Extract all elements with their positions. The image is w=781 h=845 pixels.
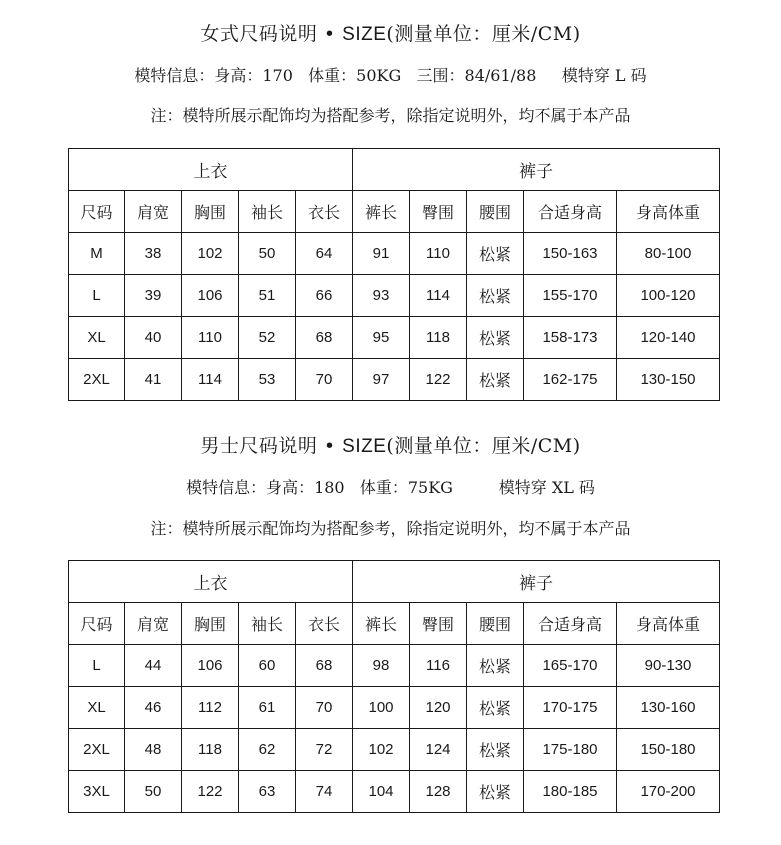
column-header: 合适身高: [524, 191, 617, 233]
men-group-top: 上衣: [69, 561, 353, 603]
table-cell: 165-170: [524, 645, 617, 687]
table-cell: 松紧: [467, 687, 524, 729]
table-cell: 118: [410, 317, 467, 359]
table-cell: 162-175: [524, 359, 617, 401]
table-cell: 122: [182, 771, 239, 813]
table-cell: 104: [353, 771, 410, 813]
table-cell: 98: [353, 645, 410, 687]
table-cell: 64: [296, 233, 353, 275]
column-header: 腰围: [467, 191, 524, 233]
table-row: [69, 645, 720, 687]
table-cell: 44: [125, 645, 182, 687]
table-cell: L: [69, 275, 125, 317]
table-cell: 170-200: [617, 771, 720, 813]
table-cell: 60: [239, 645, 296, 687]
table-cell: 松紧: [467, 233, 524, 275]
table-cell: 158-173: [524, 317, 617, 359]
table-cell: 40: [125, 317, 182, 359]
table-cell: 102: [353, 729, 410, 771]
table-cell: 松紧: [467, 359, 524, 401]
column-header: 胸围: [182, 191, 239, 233]
table-cell: 170-175: [524, 687, 617, 729]
column-header: 胸围: [182, 603, 239, 645]
column-header: 合适身高: [524, 603, 617, 645]
table-cell: 120: [410, 687, 467, 729]
table-row: [69, 275, 720, 317]
table-cell: 68: [296, 317, 353, 359]
women-group-pants: 裤子: [353, 149, 720, 191]
men-title-cn: 男士尺码说明: [200, 435, 318, 457]
column-header: 裤长: [353, 191, 410, 233]
table-cell: 72: [296, 729, 353, 771]
table-cell: 53: [239, 359, 296, 401]
women-title-size: SIZE: [342, 24, 387, 45]
table-cell: 61: [239, 687, 296, 729]
women-title-unit: (测量单位：厘米/CM): [386, 23, 581, 45]
table-cell: 松紧: [467, 771, 524, 813]
table-cell: 66: [296, 275, 353, 317]
column-header: 衣长: [296, 603, 353, 645]
table-row: [69, 729, 720, 771]
table-cell: 51: [239, 275, 296, 317]
men-column-header-row: [69, 603, 720, 645]
table-cell: 122: [410, 359, 467, 401]
table-cell: 50: [239, 233, 296, 275]
column-header: 衣长: [296, 191, 353, 233]
table-cell: 97: [353, 359, 410, 401]
table-cell: 48: [125, 729, 182, 771]
men-model-info: 模特信息：身高：180 体重：75KG 模特穿 XL 码: [186, 478, 595, 497]
table-cell: 3XL: [69, 771, 125, 813]
table-cell: 46: [125, 687, 182, 729]
table-cell: 110: [410, 233, 467, 275]
table-cell: 93: [353, 275, 410, 317]
women-title-cn: 女式尺码说明: [200, 23, 318, 45]
table-cell: 118: [182, 729, 239, 771]
table-cell: XL: [69, 317, 125, 359]
table-cell: 116: [410, 645, 467, 687]
table-cell: 120-140: [617, 317, 720, 359]
table-cell: 90-130: [617, 645, 720, 687]
men-title-separator: •: [317, 435, 343, 457]
table-cell: 106: [182, 645, 239, 687]
table-row: [69, 771, 720, 813]
men-title-unit: (测量单位：厘米/CM): [386, 435, 581, 457]
women-column-header-row: [69, 191, 720, 233]
women-note: 注：模特所展示配饰均为搭配参考，除指定说明外，均不属于本产品: [150, 106, 631, 125]
table-cell: 130-160: [617, 687, 720, 729]
men-title-size: SIZE: [342, 436, 387, 457]
table-row: [69, 359, 720, 401]
table-cell: 180-185: [524, 771, 617, 813]
women-group-header-row: [69, 149, 720, 191]
table-cell: 62: [239, 729, 296, 771]
men-group-pants: 裤子: [353, 561, 720, 603]
column-header: 裤长: [353, 603, 410, 645]
table-cell: 50: [125, 771, 182, 813]
table-row: [69, 687, 720, 729]
table-cell: 112: [182, 687, 239, 729]
table-cell: 38: [125, 233, 182, 275]
women-model-info: 模特信息：身高：170 体重：50KG 三围：84/61/88 模特穿 L 码: [134, 66, 647, 85]
table-cell: XL: [69, 687, 125, 729]
table-cell: M: [69, 233, 125, 275]
table-cell: 106: [182, 275, 239, 317]
column-header: 身高体重: [617, 603, 720, 645]
table-cell: 68: [296, 645, 353, 687]
women-group-top: 上衣: [69, 149, 353, 191]
table-cell: 114: [182, 359, 239, 401]
table-cell: 100-120: [617, 275, 720, 317]
table-cell: 130-150: [617, 359, 720, 401]
table-cell: 150-180: [617, 729, 720, 771]
table-cell: 70: [296, 687, 353, 729]
table-cell: 2XL: [69, 359, 125, 401]
column-header: 袖长: [239, 191, 296, 233]
table-cell: 100: [353, 687, 410, 729]
column-header: 袖长: [239, 603, 296, 645]
women-size-table: [68, 148, 720, 401]
table-cell: 63: [239, 771, 296, 813]
table-cell: 2XL: [69, 729, 125, 771]
table-cell: 74: [296, 771, 353, 813]
table-cell: 松紧: [467, 317, 524, 359]
column-header: 尺码: [69, 603, 125, 645]
men-size-table: [68, 560, 720, 813]
column-header: 臀围: [410, 191, 467, 233]
table-cell: 80-100: [617, 233, 720, 275]
table-cell: L: [69, 645, 125, 687]
table-cell: 128: [410, 771, 467, 813]
column-header: 肩宽: [125, 603, 182, 645]
column-header: 身高体重: [617, 191, 720, 233]
women-size-title: [0, 19, 781, 46]
men-size-title: [0, 431, 781, 458]
table-cell: 124: [410, 729, 467, 771]
column-header: 肩宽: [125, 191, 182, 233]
column-header: 腰围: [467, 603, 524, 645]
table-cell: 52: [239, 317, 296, 359]
table-cell: 175-180: [524, 729, 617, 771]
table-cell: 110: [182, 317, 239, 359]
table-cell: 松紧: [467, 729, 524, 771]
table-cell: 41: [125, 359, 182, 401]
men-note: 注：模特所展示配饰均为搭配参考，除指定说明外，均不属于本产品: [150, 519, 631, 538]
table-cell: 114: [410, 275, 467, 317]
column-header: 臀围: [410, 603, 467, 645]
table-row: [69, 317, 720, 359]
table-cell: 39: [125, 275, 182, 317]
table-cell: 95: [353, 317, 410, 359]
table-cell: 70: [296, 359, 353, 401]
column-header: 尺码: [69, 191, 125, 233]
table-cell: 150-163: [524, 233, 617, 275]
table-cell: 松紧: [467, 275, 524, 317]
women-title-separator: •: [317, 23, 343, 45]
men-group-header-row: [69, 561, 720, 603]
table-cell: 91: [353, 233, 410, 275]
table-cell: 102: [182, 233, 239, 275]
table-cell: 松紧: [467, 645, 524, 687]
table-cell: 155-170: [524, 275, 617, 317]
table-row: [69, 233, 720, 275]
